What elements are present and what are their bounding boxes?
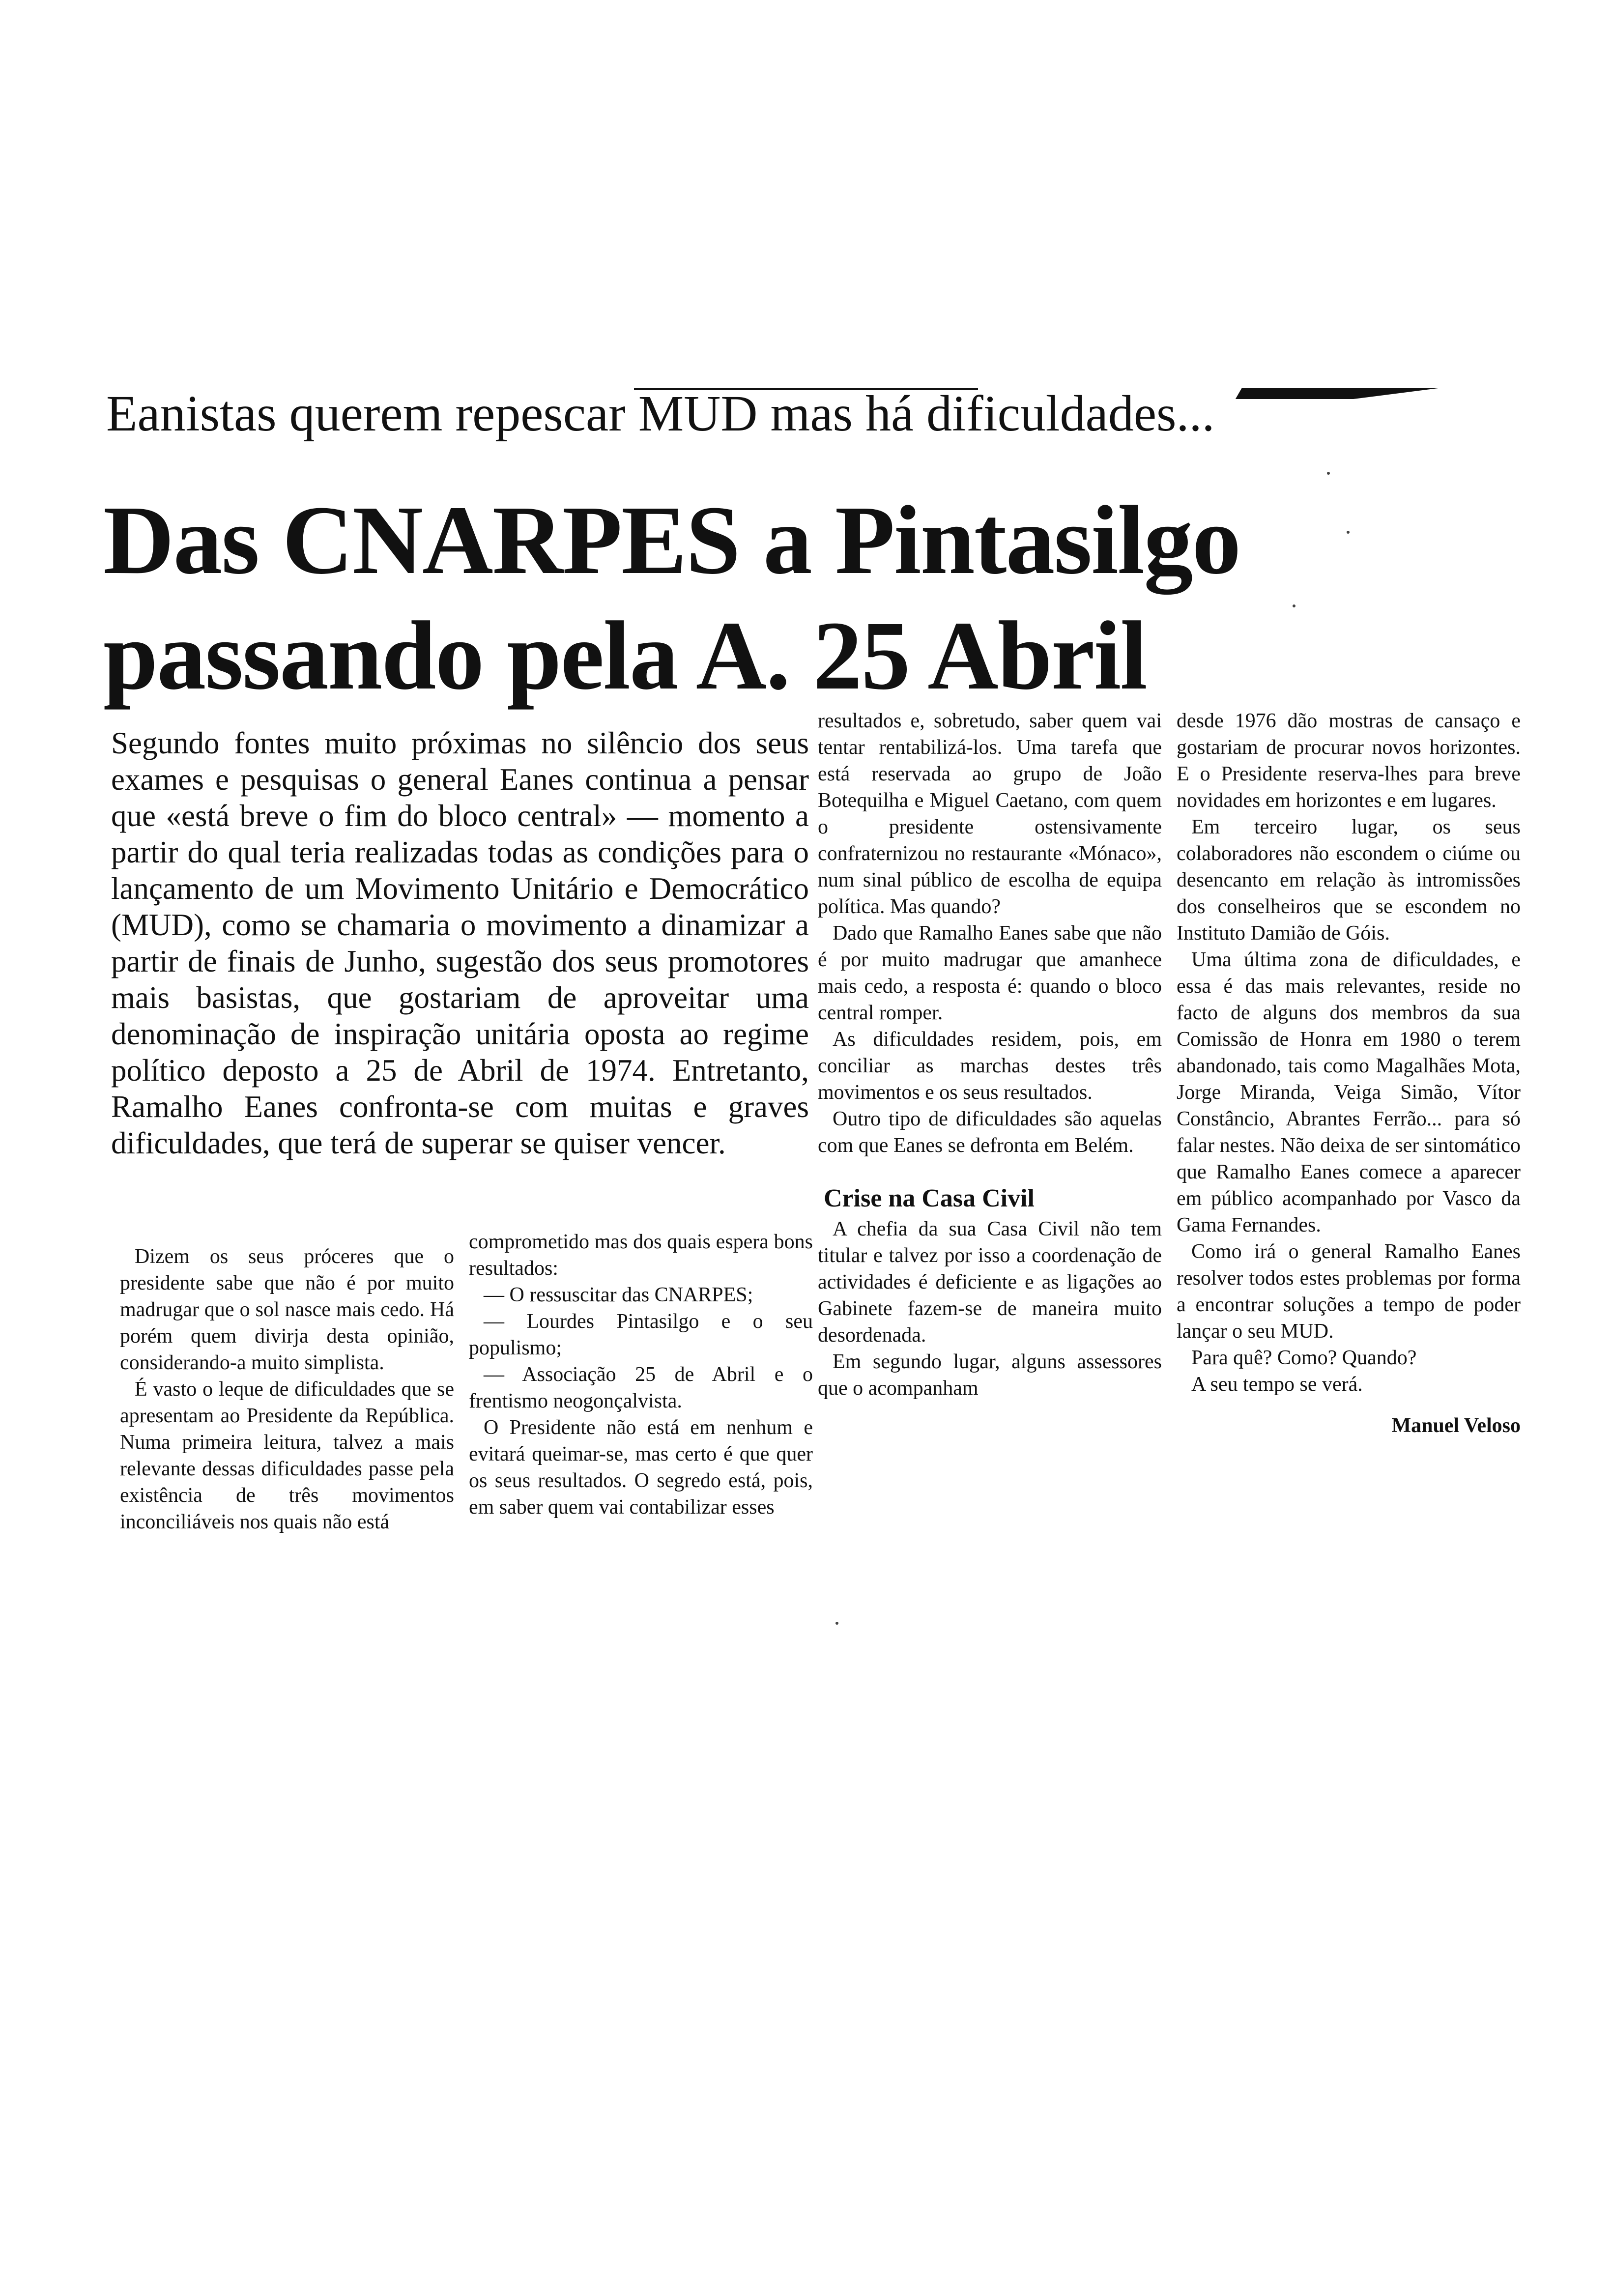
paragraph: Como irá o general Ramalho Eanes resolver todos estes problemas por forma a encontrar soluções a tempo de poder lançar o seu MUD. xyxy=(1177,1240,1521,1343)
speck xyxy=(1347,531,1350,534)
paragraph: A chefia da sua Casa Civil não tem titular e talvez por isso a coordenação de actividades é deficiente e as ligações ao Gabinete fazem-se de maneira muito desordenada. xyxy=(818,1218,1162,1347)
paragraph: Em terceiro lugar, os seus colaboradores não escondem o ciúme ou desencanto em relação às intromissões dos conselheiros que se escondem no Instituto Damião de Góis. xyxy=(1177,816,1521,945)
paragraph: Uma última zona de dificuldades, e essa é das mais relevantes, reside no facto de alguns dos membros da sua Comissão de Honra em 1980 o terem abandonado, tais como Magalhães Mota, Jorge Miranda, Veiga Simão, Vítor Constâncio, Abrantes Ferrão... para só falar nestes. Não deixa de ser sintomático que Ramalho Eanes comece a aparecer em público acompanhado por Vasco da Gama Fernandes. xyxy=(1177,948,1521,1236)
speck xyxy=(835,1622,838,1625)
paragraph: Para quê? Como? Quando? xyxy=(1191,1347,1417,1369)
paragraph: comprometido mas dos quais espera bons resultados: xyxy=(469,1231,813,1280)
byline: Manuel Veloso xyxy=(1391,1414,1521,1437)
kicker: Eanistas querem repescar MUD mas há dificuldades... xyxy=(106,385,1215,442)
paragraph: É vasto o leque de dificuldades que se apresentam ao Presidente da República. Numa primeira leitura, talvez a mais relevante dessas dificuldades passe pela existência de três movimentos inconciliáveis nos quais não está xyxy=(120,1378,454,1533)
column-1 xyxy=(120,1243,454,1535)
paragraph: Em segundo lugar, alguns assessores que o acompanham xyxy=(818,1350,1162,1400)
paragraph: desde 1976 dão mostras de cansaço e gostariam de procurar novos horizontes. E o Presidente reserva-lhes para breve novidades em horizontes e em lugares. xyxy=(1177,710,1521,812)
paragraph: Outro tipo de dificuldades são aquelas com que Eanes se defronta em Belém. xyxy=(818,1108,1162,1157)
lead-paragraph: Segundo fontes muito próximas no silêncio dos seus exames e pesquisas o general Eanes continua a pensar que «está breve o fim do bloco central» — momento a partir do qual teria realizadas todas as condições para o lançamento de um Movimento Unitário e Democrático (MUD), como se chamaria o movimento a dinamizar a partir de finais de Junho, sugestão dos seus promotores mais basistas, que gostariam de aproveitar uma denominação de inspiração unitária oposta ao regime político deposto a 25 de Abril de 1974. Entretanto, Ramalho Eanes confronta-se com muitas e graves dificuldades, que terá de superar se quiser vencer. xyxy=(111,726,809,1160)
paragraph: Dizem os seus próceres que o presidente sabe que não é por muito madrugar que o sol nasce mais cedo. Há porém quem divirja desta opinião, considerando-a muito simplista. xyxy=(120,1245,454,1374)
headline-line-1: Das CNARPES a Pintasilgo xyxy=(103,486,1240,595)
column-3 xyxy=(818,708,1162,1402)
list-item: — O ressuscitar das CNARPES; xyxy=(484,1284,753,1306)
speck xyxy=(1293,604,1295,607)
paragraph: resultados e, sobretudo, saber quem vai tentar rentabilizá-los. Uma tarefa que está reservada ao grupo de João Botequilha e Miguel Caetano, com quem o presidente ostensivamente confraternizou no restaurante «Mónaco», num sinal público de escolha de equipa política. Mas quando? xyxy=(818,710,1162,918)
column-4 xyxy=(1177,708,1521,1439)
paragraph: O Presidente não está em nenhum e evitará queimar-se, mas certo é que quer os seus resultados. O segredo está, pois, em saber quem vai contabilizar esses xyxy=(469,1416,813,1519)
paragraph: Dado que Ramalho Eanes sabe que não é por muito madrugar que amanhece mais cedo, a resposta é: quando o bloco central romper. xyxy=(818,922,1162,1024)
speck xyxy=(1327,472,1330,475)
column-2 xyxy=(469,1229,813,1521)
subheading: Crise na Casa Civil xyxy=(824,1184,1035,1212)
list-item: — Lourdes Pintasilgo e o seu populismo; xyxy=(469,1310,813,1359)
paragraph: As dificuldades residem, pois, em conciliar as marchas destes três movimentos e os seus resultados. xyxy=(818,1028,1162,1104)
headline-line-2: passando pela A. 25 Abril xyxy=(103,602,1147,710)
list-item: — Associação 25 de Abril e o frentismo neogonçalvista. xyxy=(469,1363,813,1412)
ink-smudge xyxy=(1236,388,1439,399)
paragraph: A seu tempo se verá. xyxy=(1191,1373,1363,1396)
